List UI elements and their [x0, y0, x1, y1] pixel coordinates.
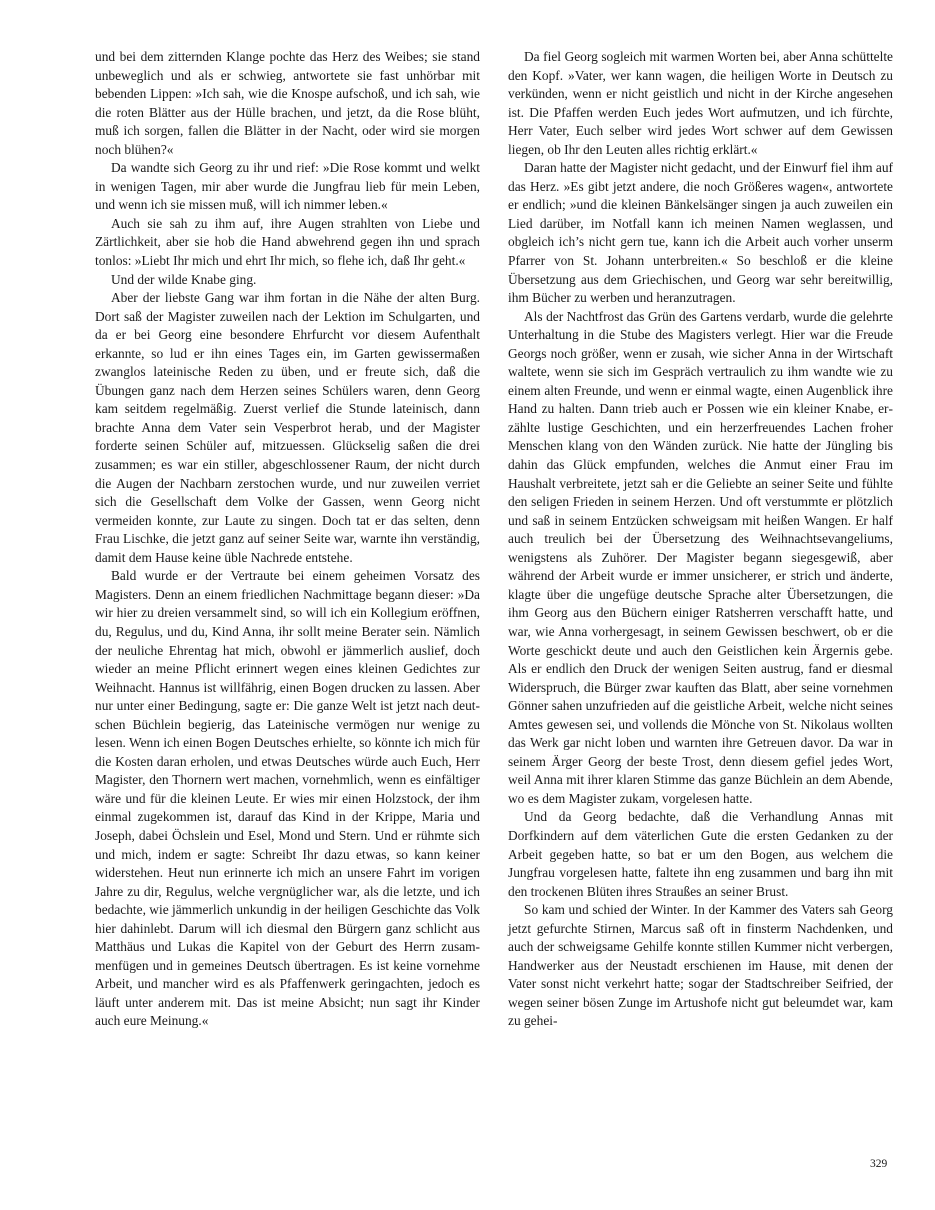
- paragraph: Und da Georg bedachte, daß die Verhandlung Annas mit Dorfkindern auf dem väterlichen Gute die ersten Gedanken zu der Arbeit gegeben hatte, so bat er um den Bogen, aus welchem die Jungfrau vorgelesen hatte, faltete ihn eng zusammen und barg ihn mit den trockenen Blüten ihres Straußes an seiner Brust.: [508, 809, 893, 899]
- paragraph: Als der Nachtfrost das Grün des Gartens verdarb, wurde die gelehrte Unterhaltung in die Stube des Magisters verlegt. Hier war die Freude Georgs noch größer, wenn er zusah, wie sicher Anna in der Wirtschaft waltete, wenn sie sich im Gespräch vertraulich zu ihm wandte wie zu einem alten Freunde, und wenn er einmal wagte, einen Augenblick ihre Hand zu halten. Dann trieb auch er Possen wie ein kleiner Knabe, erzählte lustige Geschichten, und ein herzerfreuendes Lachen froher Menschen klang von den Wänden zurück. Nie hatte der Jüngling bis dahin das Glück empfunden, welches die Anmut einer Frau im Haushalt verbreitete, jetzt sah er die Geliebte an seiner Seite und fühlte den seligen Frieden in seinem Herzen. Und oft verstummte er plötzlich und saß in seinem Entzücken schweigsam mit heißen Wangen. Er half auch treulich bei der Übersetzung des Weihnachtsevangeliums, wenigstens als Zuhörer. Der Magister begann siegesgewiß, aber während der Arbeit wurde er immer unsicherer, er strich und änderte, klagte über die ungefüge deutsche Sprache alter Übersetzungen, die ihm Georg aus den Büchern einiger Ratsherren verschafft hatte, und war, wie Anna vorhergesagt, in seinem Gewissen beschwert, ob er die Worte geschickt deute und auch den Geistlichen kein Ärgernis gebe. Als er endlich den Druck der wenigen Seiten austrug, fand er diesmal Widerspruch, die Bürger zwar kauften das Blatt, aber seine vornehmen Gönner sahen unzufrieden auf die geistliche Arbeit, welche nicht seines Amtes gewesen sei, und vollends die Mönche von St. Nikolaus wollten das Werk gar nicht loben und warnten ihre Getreuen davor. Da war in seinem Ärger Georg der beste Trost, denn diesem gefiel jedes Wort, weil Anna mit ihrer klaren Stimme das ganze Büchlein an dem Abende, wo es dem Magister zukam, vorgelesen hatte.: [508, 308, 893, 806]
- left-column: [95, 48, 480, 1031]
- right-column: [508, 48, 893, 1031]
- paragraph: Da fiel Georg sogleich mit warmen Worten bei, aber Anna schüttelte den Kopf. »Vater, wer kann wagen, die heiligen Worte in Deutsch zu verkünden, wenn er nicht geistlich und nicht in der Kirche angesehen ist. Die Pfaffen werden Euch jedes Wort aufmutzen, und ich fürchte, Herr Vater, Euch selber wird jedes Wort schwer auf dem Gewissen liegen, ob Ihr den Leuten alles richtig erklärt.«: [508, 49, 893, 157]
- paragraph: Daran hatte der Magister nicht gedacht, und der Einwurf fiel ihm auf das Herz. »Es gibt jetzt andere, die noch Größeres wagen«, antwortete er endlich; »und die kleinen Bänkelsänger singen ja auch zuweilen ein Lied darüber, im Notfall kann ich meinen Namen weglassen, und obgleich ich’s nicht gern tue, kann ich die Arbeit auch vorher unserm Pfarrer von St. Johann unterbreiten.« So beschloß er die kleine Übersetzung aus dem Griechischen, und Georg war sehr bereitwillig, ihm Bücher zu werben und heranzutragen.: [508, 160, 893, 306]
- paragraph: Und der wilde Knabe ging.: [111, 271, 257, 287]
- paragraph: So kam und schied der Winter. In der Kammer des Vaters sah Georg jetzt gefurchte Stirnen, Marcus saß oft in finsterm Nachdenken, und auch der schweigsame Gehilfe konnte stillen Kummer nicht verbergen, Handwerker aus der Neustadt erschienen im Hause, mit denen der Vater sonst nicht verkehrt hatte; sogar der Stadtschreiber Seifried, der wegen seiner bösen Zunge im Artushofe nicht gut beleumdet war, kam zu gehei-: [508, 902, 893, 1029]
- paragraph: Auch sie sah zu ihm auf, ihre Augen strahlten von Liebe und Zärtlichkeit, aber sie hob die Hand abwehrend gegen ihn und sprach tonlos: »Liebt Ihr mich und ehrt Ihr mich, so flehe ich, daß Ihr geht.«: [95, 215, 480, 269]
- paragraph: Aber der liebste Gang war ihm fortan in die Nähe der alten Burg. Dort saß der Magister zuweilen nach der Lektion im Schulgarten, und da er bei Georg eine besondere Ehrfurcht vor diesem Aufenthalt erkannte, so lud er ihn eines Tages ein, im Garten gewissermaßen zwanglos lateinische Reden zu üben, und er freute sich, daß die Übungen ganz nach dem Herzen seines Schülers waren, denn Georg kam seitdem regelmäßig. Zuerst verlief die Stunde lateinisch, dann brachte Anna dem Vater sein Vesperbrot herab, und der Magister forderte seinen Schüler auf, mitzuessen. Glückselig saßen die drei zusammen; es war ein stiller, abgeschlossener Raum, der nicht durch die Augen der Nachbarn zerstochen wurde, und nur zuweilen verriet sich die Gesellschaft dem Volke der Gassen, wenn Georg nicht vermeiden konnte, zur Laute zu singen. Doch tat er das selten, denn Frau Lischke, die jetzt ganz auf seiner Seite war, warnte ihn verständig, damit dem Hause keine üble Nachrede entstehe.: [95, 290, 480, 565]
- paragraph: Bald wurde er der Vertraute bei einem geheimen Vorsatz des Magisters. Denn an einem friedlichen Nachmittage begann dieser: »Da wir hier zu dreien versammelt sind, so will ich ein Kollegium eröffnen, du, Regulus, und du, Kind Anna, ihr sollt meine Berater sein. Nämlich der neuliche Ehrentag hat mich, obwohl er jämmerlich auslief, doch wieder an meine Pflicht erinnert wegen eines kleinen Gedichtes zur Weihnacht. Hannus ist willfährig, einen Bogen drucken zu lassen. Aber nur unter einer Bedingung, sagte er: Die ganze Welt ist jetzt nach deutschen Büchlein begierig, das Lateinische vermögen nur wenige zu lesen. Wenn ich einen Bogen Deutsches erhielte, so könnte ich mich für die Kosten daran erholen, und etwas Deutsches würde auch Euch, Herr Magister, den Thornern wert machen, vornehmlich, wenn es einfältiger wäre und für die kleinen Leute. Er wies mir einen Holzstock, der ihm einmal zugekommen ist, darauf das Kind in der Krippe, Maria und Joseph, dabei Öchslein und Esel, Mond und Stern. Und er rühmte sich und mich, indem er sagte: Schreibt Ihr dazu etwas, so kann keiner widerstehen. Heut nun erinnerte ich mich an unsere Fahrt im vorigen Jahre zu dir, Regulus, welche vergnüglicher war, als die letzte, und ich bedachte, wie jämmerlich unkundig in der heiligen Geschichte das Volk hier dahinlebt. Darum will ich diesmal den Bürgern ganz schlicht aus Matthäus und Lukas die Kapitel von der Geburt des Herrn zusammenfügen und in gemeines Deutsch übertragen. Es ist keine vornehme Arbeit, und mancher wird es als Pfaffenwerk geringachten, jedoch es läuft unter anderem mit. Das ist meine Absicht; nun sagt ihr Kinder auch eure Meinung.«: [95, 568, 480, 1029]
- page-number: 329: [870, 1158, 888, 1170]
- paragraph: Da wandte sich Georg zu ihr und rief: »Die Rose kommt und welkt in wenigen Tagen, mir aber wurde die Jungfrau lieb für mein Leben, und wenn ich sie missen muß, will ich nimmer leben.«: [95, 160, 480, 213]
- paragraph: und bei dem zitternden Klange pochte das Herz des Weibes; sie stand unbeweglich und als er schwieg, antwortete sie fast unhörbar mit bebenden Lippen: »Ich sah, wie die Knospe aufschoß, und ich sah, wie die roten Blätter aus der Hülle brachen, und jetzt, da die Rose blüht, muß ich sorgen, fallen die Blätter in der Nacht, oder wird sie morgen noch blühen?«: [95, 49, 480, 157]
